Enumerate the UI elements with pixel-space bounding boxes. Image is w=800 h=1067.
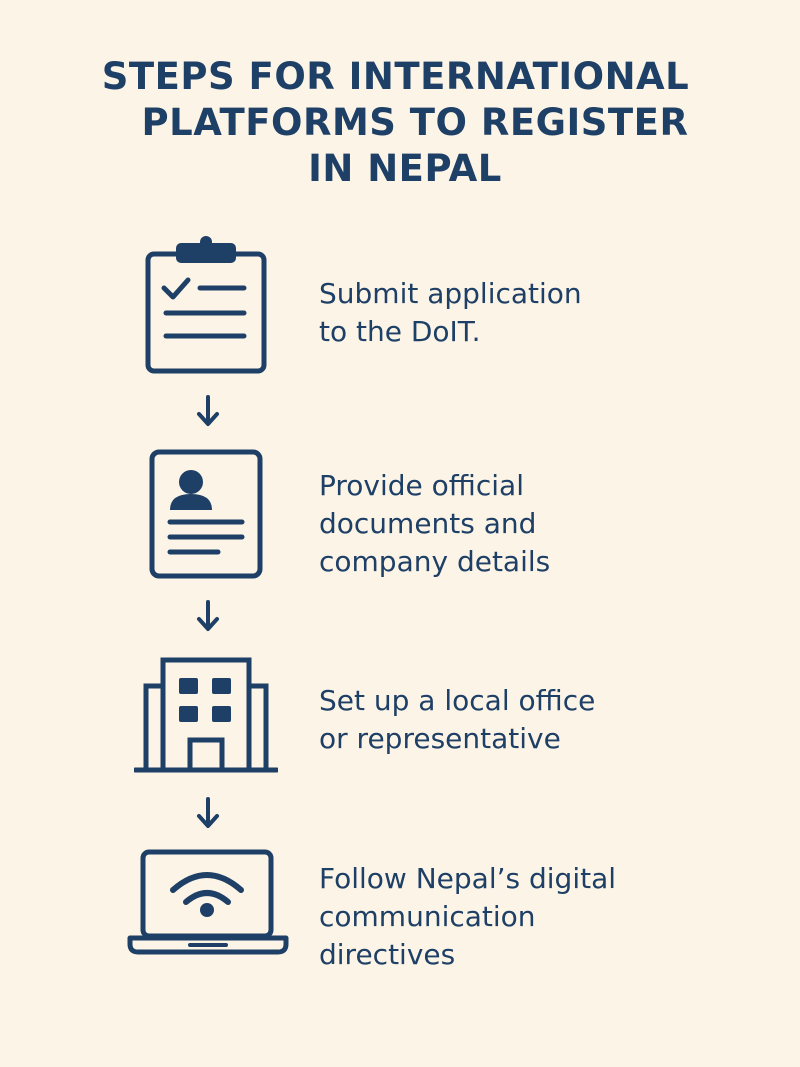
step-line: communication bbox=[319, 900, 536, 933]
page-title bbox=[0, 54, 800, 192]
down-arrow-icon bbox=[194, 796, 222, 830]
step-1-text bbox=[319, 275, 582, 351]
step-3-text bbox=[319, 682, 595, 758]
step-line: company details bbox=[319, 545, 551, 578]
down-arrow-icon bbox=[194, 599, 222, 633]
step-line: or representative bbox=[319, 722, 561, 755]
step-line: Submit application bbox=[319, 277, 582, 310]
step-line: to the DoIT. bbox=[319, 315, 481, 348]
office-building-icon bbox=[134, 656, 278, 774]
step-line: directives bbox=[319, 938, 456, 971]
step-4-text bbox=[319, 860, 616, 974]
step-line: documents and bbox=[319, 507, 537, 540]
down-arrow-icon bbox=[194, 394, 222, 428]
title-line: IN NEPAL bbox=[308, 147, 502, 190]
laptop-wifi-icon bbox=[126, 848, 290, 958]
step-line: Provide official bbox=[319, 469, 524, 502]
title-line: STEPS FOR INTERNATIONAL bbox=[101, 55, 690, 98]
clipboard-checklist-icon bbox=[140, 234, 272, 376]
step-line: Set up a local office bbox=[319, 684, 596, 717]
step-line: Follow Nepal’s digital bbox=[319, 862, 617, 895]
step-2-text bbox=[319, 467, 550, 581]
title-line: PLATFORMS TO REGISTER bbox=[141, 101, 689, 144]
id-document-icon bbox=[148, 448, 264, 580]
